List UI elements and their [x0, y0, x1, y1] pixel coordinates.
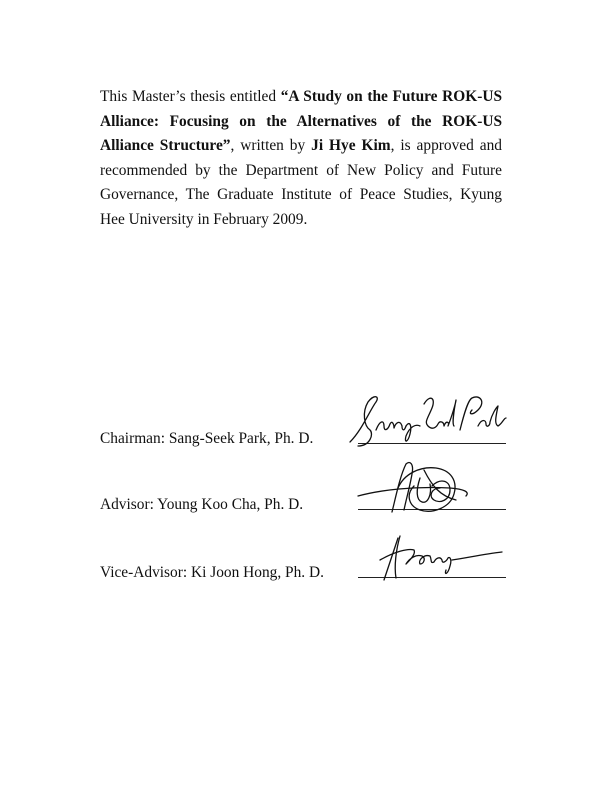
chairman-signature-image: [340, 390, 510, 452]
vice-advisor-label: Vice-Advisor: Ki Joon Hong, Ph. D.: [100, 564, 324, 581]
advisor-label: Advisor: Young Koo Cha, Ph. D.: [100, 496, 304, 513]
chairman-label: Chairman: Sang-Seek Park, Ph. D.: [100, 430, 314, 447]
thesis-title: “A Study on the Future ROK-US Alliance: Focusing on the Alternatives of the ROK-US Alliance Structure”: [100, 88, 502, 154]
author-name: Ji Hye Kim: [311, 137, 391, 154]
advisor-signature-row: [100, 462, 510, 522]
vice-advisor-signature-row: [100, 530, 510, 590]
chairman-signature-row: [100, 396, 510, 456]
approval-statement: [100, 85, 502, 232]
advisor-signature-image: [340, 456, 510, 518]
approval-tail-text: , is approved and recommended by the Department of New Policy and Future Governance, The Graduate Institute of Peace Studies, Kyung Hee University in February 2009.: [100, 137, 502, 228]
vice-advisor-signature-image: [340, 524, 510, 586]
approval-lead-text: This Master’s thesis entitled: [100, 88, 281, 105]
approval-mid-text: , written by: [230, 137, 312, 154]
